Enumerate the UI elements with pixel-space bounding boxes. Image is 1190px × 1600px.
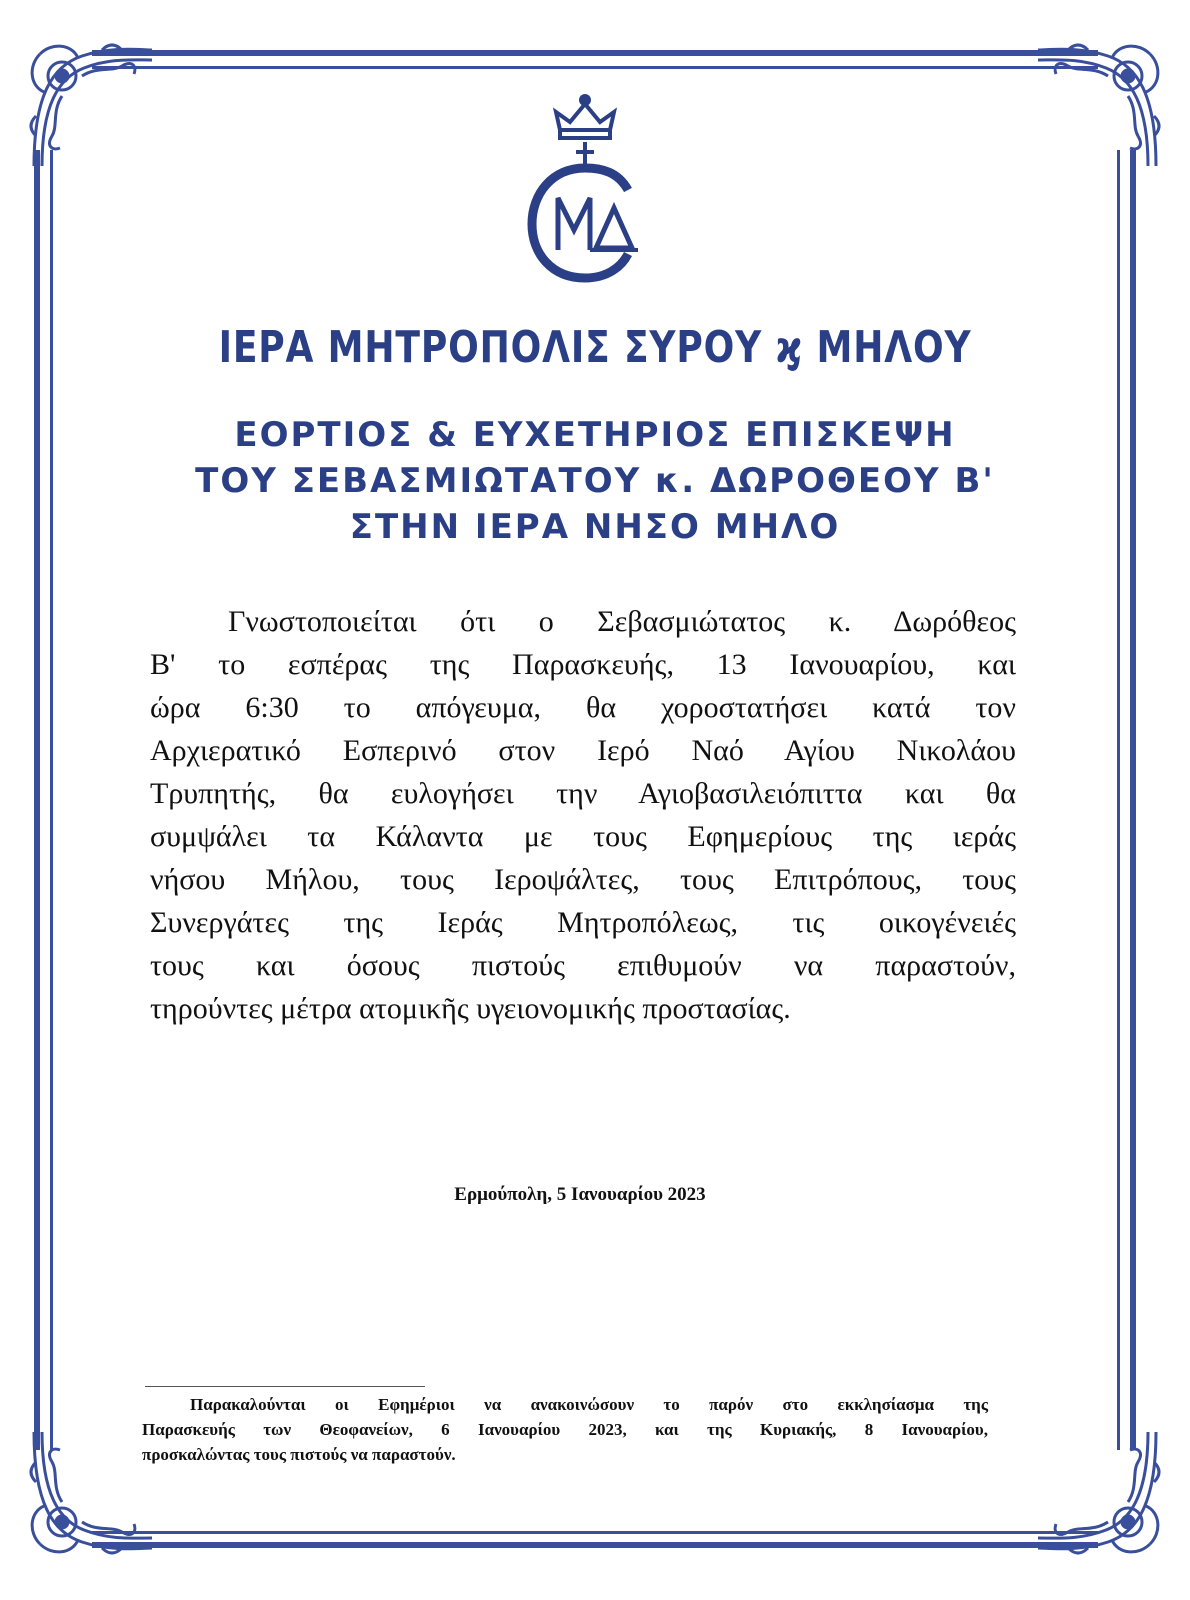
frame-border-right [1130,150,1136,1450]
body-line: Β' το εσπέρας της Παρασκευής, 13 Ιανουαρίου, και [150,648,1016,681]
metropolis-emblem-icon [510,90,660,290]
announcement-body [150,600,1016,1030]
frame-border-top-inner [92,66,1098,69]
visit-title-line: ΣΤΗΝ ΙΕΡΑ ΝΗΣΟ ΜΗΛΟ [349,507,841,547]
frame-border-top [92,50,1098,56]
body-line: Αρχιερατικό Εσπερινό στον Ιερό Ναό Αγίου Νικολάου [150,734,1016,767]
frame-border-left-inner [50,150,53,1450]
date-place: Ερμούπολη, 5 Ιανουαρίου 2023 [454,1184,706,1205]
footnote-line: προσκαλώντας τους πιστούς να παραστούν. [142,1445,456,1464]
visit-title-line: ΕΟΡΤΙΟΣ & ΕΥΧΕΤΗΡΙΟΣ ΕΠΙΣΚΕΨΗ [234,415,956,455]
frame-border-right-inner [1117,150,1120,1450]
footnote-divider [145,1386,425,1387]
body-line: νήσου Μήλου, τους Ιεροψάλτες, τους Επιτρόπους, τους [150,863,1016,896]
corner-ornament-icon [22,36,162,176]
body-line: ώρα 6:30 το απόγευμα, θα χοροστατήσει κατά τον [150,691,1016,724]
corner-ornament-icon [1028,36,1168,176]
body-line: Γνωστοποιείται ότι ο Σεβασμιώτατος κ. Δωρόθεος [228,605,1016,638]
body-line: Συνεργάτες της Ιεράς Μητροπόλεως, τις οικογένειές [150,906,1016,939]
corner-ornament-icon [22,1422,162,1562]
body-line: συμψάλει τα Κάλαντα με τους Εφημερίους της ιεράς [150,820,1016,853]
body-line: Τρυπητής, θα ευλογήσει την Αγιοβασιλειόπιττα και θα [150,777,1016,810]
footnote-line: Παρακαλούνται οι Εφημέριοι να ανακοινώσουν το παρόν στο εκκλησίασμα της [190,1395,988,1414]
visit-title [120,412,1070,550]
body-line: τηρούντες μέτρα ατομικῆς υγειονομικής προστασίας. [150,992,791,1025]
frame-border-left [34,150,40,1450]
footnote-line: Παρασκευής των Θεοφανείων, 6 Ιανουαρίου 2023, και της Κυριακής, 8 Ιανουαρίου, [142,1420,988,1439]
metropolis-title: ΙΕΡΑ ΜΗΤΡΟΠΟΛΙΣ ΣΥΡΟΥ ϗ ΜΗΛΟΥ [218,322,972,373]
corner-ornament-icon [1028,1422,1168,1562]
body-line: τους και όσους πιστούς επιθυμούν να παραστούν, [150,949,1016,982]
frame-border-bottom [92,1542,1098,1548]
frame-border-bottom-inner [92,1531,1098,1534]
visit-title-line: ΤΟΥ ΣΕΒΑΣΜΙΩΤΑΤΟΥ κ. ΔΩΡΟΘΕΟΥ Β' [195,461,995,501]
footnote [142,1392,988,1467]
